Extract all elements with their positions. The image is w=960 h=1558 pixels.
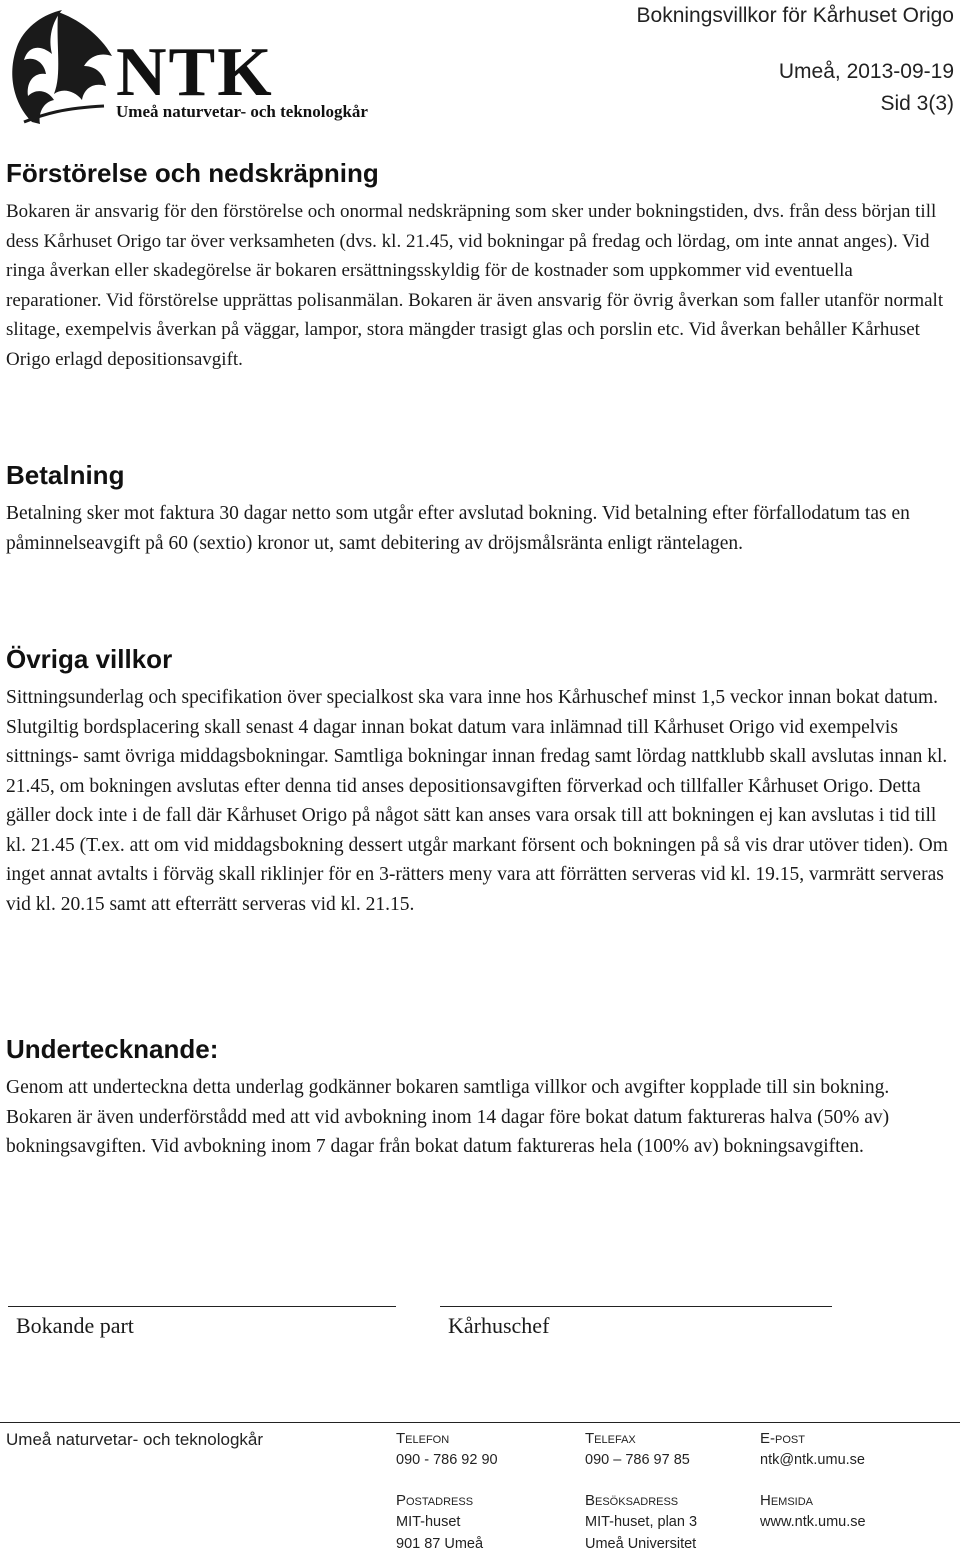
ntk-logo: [4, 4, 368, 126]
section-body: Betalning sker mot faktura 30 dagar netto som utgår efter avslutad bokning. Vid betalning efter förfallodatum tas en påminnelseavgift på 60 (sextio) kronor ut, samt debitering av dröjsmålsränta enligt räntelagen.: [6, 503, 910, 554]
footer-org-name: Umeå naturvetar- och teknologkår: [6, 1430, 264, 1449]
footer-telefon: 090 - 786 92 90: [396, 1452, 498, 1468]
footer-postadress-2: 901 87 Umeå: [396, 1536, 484, 1552]
section-undertecknande: [6, 1033, 952, 1162]
footer-label-epost: E-post: [760, 1430, 805, 1447]
signature-bokande: [8, 1306, 396, 1339]
signature-label: Bokande part: [16, 1313, 134, 1338]
footer-label-hemsida: Hemsida: [760, 1492, 814, 1509]
footer-label-besoksadress: Besöksadress: [585, 1492, 679, 1509]
section-body: Sittningsunderlag och specifikation över specialkost ska vara inne hos Kårhuschef minst 1,5 veckor innan bokat datum. Slutgiltig bordsplacering skall senast 4 dagar innan bokat datum vara inlämnad till Kårhuset Origo vid exempelvis sittnings- samt övriga middagsbokningar. Samtliga bokningar innan fredag samt lördag nattklubb skall avslutas innan kl. 21.45, om bokningen avslutas efter denna tid anses depositionsavgiften förverkad och tillfaller Kårhuset Origo. Detta gäller dock inte i de fall där Kårhuset Origo på något sätt kan anses vara orsak till att bokningen ej kan avslutas i tid till kl. 21.45 (T.ex. att om vid middagsbokning dessert utgår markant försent och bokningen på så vis drar utöver tiden). Om inget annat avtalts i förväg skall riklinjer för en 3-rätters meny vara att förrätten serveras vid kl. 19.15, varmrätt serveras vid kl. 20.15 samt att efterrätt serveras vid kl. 21.15.: [6, 687, 948, 915]
logo-wordmark: NTK: [116, 34, 274, 111]
signature-karhuschef: [440, 1306, 832, 1339]
section-heading: Övriga villkor: [6, 644, 173, 674]
section-betalning: [6, 459, 952, 558]
section-heading: Förstörelse och nedskräpning: [6, 158, 379, 188]
footer-postadress-1: MIT-huset: [396, 1514, 461, 1530]
logo-subtitle: Umeå naturvetar- och teknologkår: [116, 102, 368, 121]
footer-epost-link[interactable]: ntk@ntk.umu.se: [760, 1452, 865, 1468]
footer-col-telefax: [585, 1430, 697, 1558]
signature-line: [8, 1306, 396, 1307]
section-ovriga-villkor: [6, 643, 952, 919]
footer-col-epost: [760, 1430, 866, 1536]
footer-org: [6, 1430, 263, 1450]
footer-label-telefon: Telefon: [396, 1430, 450, 1447]
section-body: Genom att underteckna detta underlag godkänner bokaren samtliga villkor och avgifter kopplade till sin bokning. Bokaren är även underförstådd med att vid avbokning inom 14 dagar före bokat datum faktureras halva (50% av) bokningsavgiften. Vid avbokning inom 7 dagar från bokat datum faktureras hela (100% av) bokningsavgiften.: [6, 1077, 890, 1157]
footer-besoksadress-2: Umeå Universitet: [585, 1536, 697, 1552]
footer-label-telefax: Telefax: [585, 1430, 636, 1447]
footer-telefax: 090 – 786 97 85: [585, 1452, 690, 1468]
footer-label-postadress: Postadress: [396, 1492, 474, 1509]
signature-label: Kårhuschef: [448, 1313, 550, 1338]
document-date: Umeå, 2013-09-19: [778, 60, 954, 83]
footer-divider: [0, 1422, 960, 1423]
document-title: Bokningsvillkor för Kårhuset Origo: [636, 4, 954, 27]
section-forstorelse: [6, 157, 952, 374]
section-body: Bokaren är ansvarig för den förstörelse och onormal nedskräpning som sker under bokningstiden, dvs. från dess början till dess Kårhuset Origo tar över verksamheten (dvs. kl. 21.45, vid bokningar på fredag och lördag, om inte annat anges). Vid ringa åverkan eller skadegörelse är bokaren ersättningsskyldig för de kostnader som uppkommer vid eventuella reparationer. Vid förstörelse upprättas polisanmälan. Bokaren är även ansvarig för övrig åverkan som faller utanför normalt slitage, exempelvis åverkan på väggar, lampor, stora mängder trasigt glas och porslin etc. Vid åverkan behåller Kårhuset Origo erlagd depositionsavgift.: [6, 201, 944, 370]
footer-hemsida-link[interactable]: www.ntk.umu.se: [760, 1514, 866, 1530]
footer-col-telefon: [396, 1430, 498, 1558]
page-number: Sid 3(3): [880, 92, 954, 115]
section-heading: Betalning: [6, 460, 125, 490]
section-heading: Undertecknande:: [6, 1034, 219, 1064]
signature-line: [440, 1306, 832, 1307]
footer-besoksadress-1: MIT-huset, plan 3: [585, 1514, 698, 1530]
